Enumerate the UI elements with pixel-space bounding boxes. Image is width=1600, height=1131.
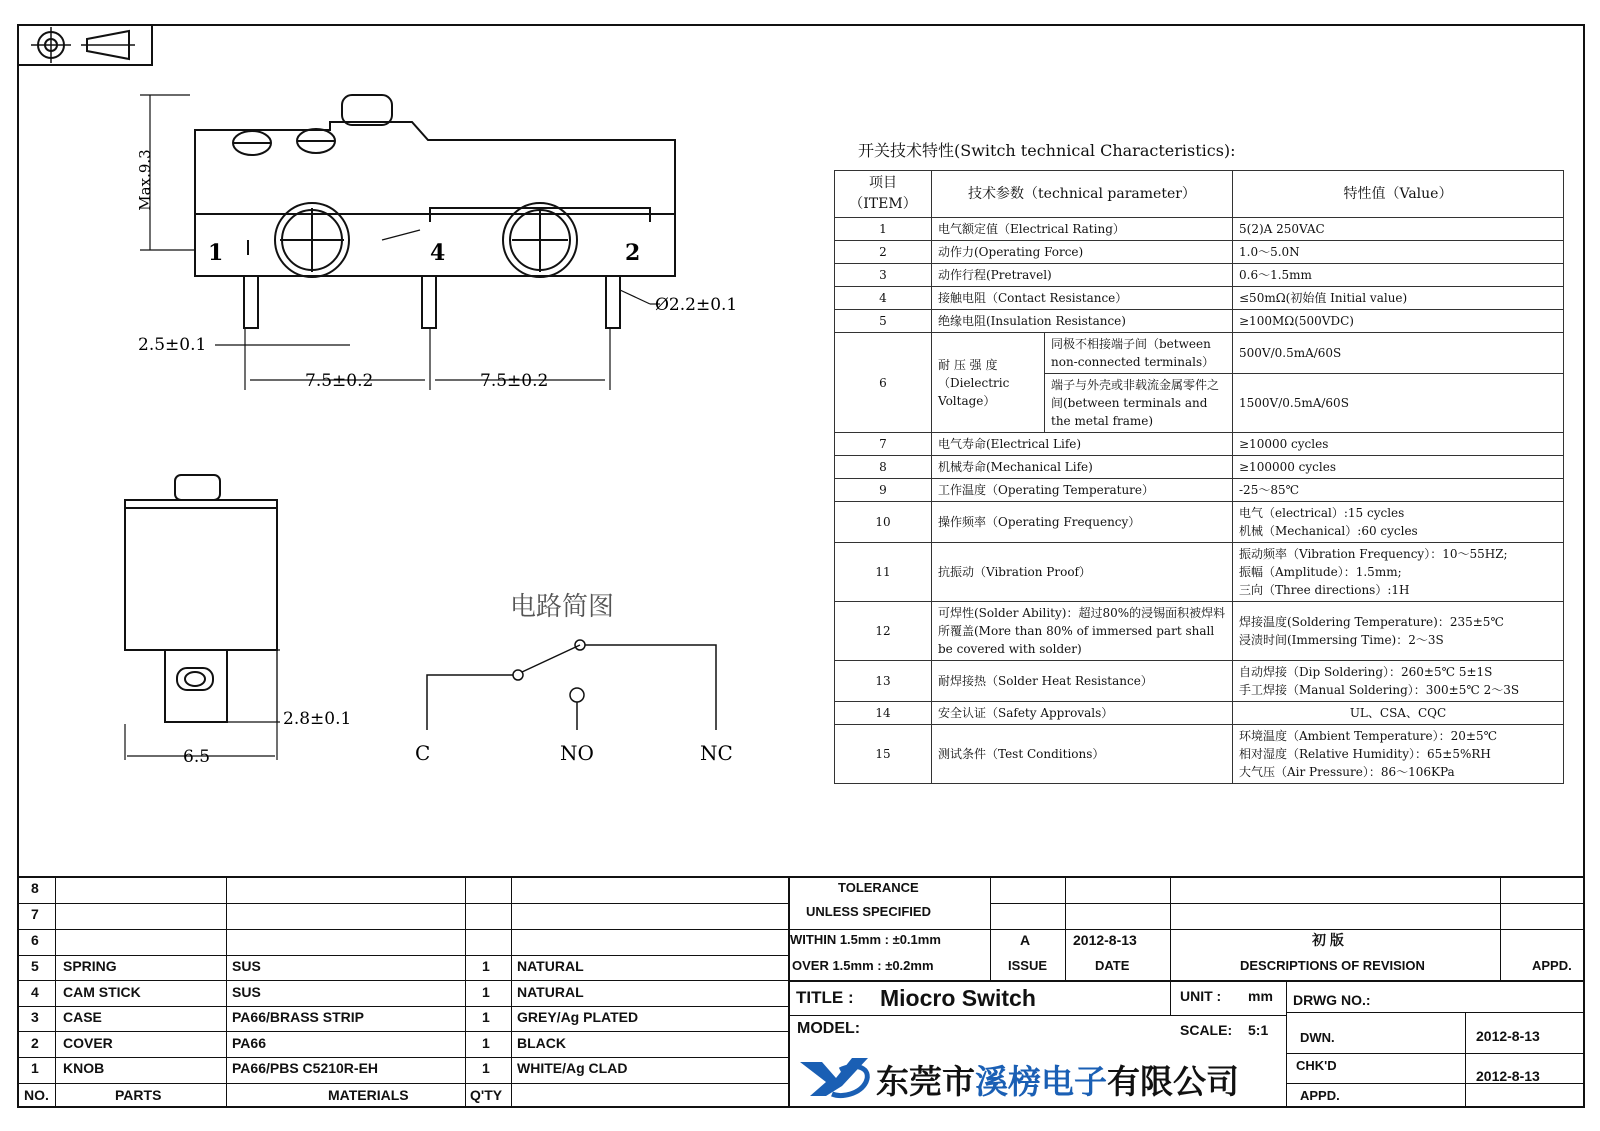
value-line: 焊接温度(Soldering Temperature)：235±5℃	[1239, 615, 1504, 629]
row-no: 1	[835, 218, 932, 241]
row-name: 抗振动（Vibration Proof）	[932, 543, 1233, 602]
table-row	[835, 456, 1564, 479]
issue-label: ISSUE	[1008, 958, 1048, 973]
projection-symbol-box	[17, 24, 153, 66]
title-label: TITLE :	[796, 988, 854, 1007]
bom-material: PA66/PBS C5210R-EH	[232, 1060, 379, 1076]
row-name: 机械寿命(Mechanical Life)	[932, 456, 1233, 479]
header-item: 项目（ITEM）	[835, 171, 932, 218]
bom-remark: GREY/Ag PLATED	[517, 1009, 639, 1025]
terminal-nc-label: NC	[700, 741, 733, 765]
row-value: 1.0～5.0N	[1233, 241, 1564, 264]
circuit-diagram	[400, 580, 740, 780]
bom-no: 3	[31, 1009, 39, 1025]
bom-remark: NATURAL	[517, 958, 584, 974]
row-value	[1233, 725, 1564, 784]
bom-no: 6	[31, 932, 39, 948]
bom-no: 1	[31, 1060, 39, 1076]
row-value	[1233, 502, 1564, 543]
row-value: ≥10000 cycles	[1233, 433, 1564, 456]
bom-material: PA66/BRASS STRIP	[232, 1009, 364, 1025]
tolerance-label: TOLERANCE	[838, 880, 919, 895]
bom-part: COVER	[63, 1035, 113, 1051]
bom-material: PA66	[232, 1035, 266, 1051]
bom-remark: NATURAL	[517, 984, 584, 1000]
bom-qty: 1	[482, 1035, 490, 1051]
spec-table	[834, 170, 1564, 784]
table-row	[835, 287, 1564, 310]
date-label: DATE	[1095, 958, 1130, 973]
company-logo-icon	[796, 1052, 874, 1102]
company-name-c: 有限公司	[1107, 1062, 1239, 1101]
bom-header-no: NO.	[24, 1087, 49, 1103]
scale-value: 5:1	[1248, 1022, 1269, 1038]
approved-label-2: APPD.	[1300, 1088, 1340, 1103]
terminal-no-label: NO	[560, 741, 594, 765]
row-name: 耐焊接热（Solder Heat Resistance）	[932, 661, 1233, 702]
value-line: 振动频率（Vibration Frequency）：10～55HZ;	[1239, 547, 1508, 561]
row-no: 4	[835, 287, 932, 310]
bom-part: CASE	[63, 1009, 102, 1025]
table-row	[835, 241, 1564, 264]
table-row	[835, 433, 1564, 456]
row-value	[1233, 661, 1564, 702]
row-value	[1233, 602, 1564, 661]
row-subname: 端子与外壳或非载流金属零件之间(between terminals and the metal frame)	[1045, 374, 1233, 433]
row-name: 测试条件（Test Conditions）	[932, 725, 1233, 784]
tolerance-within: WITHIN 1.5mm : ±0.1mm	[790, 932, 941, 947]
header-value: 特性值（Value）	[1233, 171, 1564, 218]
row-name: 安全认证（Safety Approvals）	[932, 702, 1233, 725]
row-name: 电气额定值（Electrical Rating）	[932, 218, 1233, 241]
table-row	[835, 543, 1564, 602]
bom-material: SUS	[232, 984, 261, 1000]
bom-qty: 1	[482, 984, 490, 1000]
table-row	[835, 502, 1564, 543]
issue-value: A	[1020, 932, 1031, 948]
terminal-4-label: 4	[430, 240, 446, 266]
row-name: 工作温度（Operating Temperature）	[932, 479, 1233, 502]
value-line: 自动焊接（Dip Soldering）：260±5℃ 5±1S	[1239, 665, 1493, 679]
row-name: 可焊性(Solder Ability)：超过80%的浸锡面积被焊料所覆盖(More than 80% of immersed part shall be covered with solder)	[932, 602, 1233, 661]
row-name: 绝缘电阻(Insulation Resistance)	[932, 310, 1233, 333]
header-param: 技术参数（technical parameter）	[932, 171, 1233, 218]
row-no: 7	[835, 433, 932, 456]
spec-header-row	[835, 171, 1564, 218]
drawn-date: 2012-8-13	[1476, 1028, 1540, 1044]
projection-symbol-icon	[17, 24, 153, 66]
row-value: 1500V/0.5mA/60S	[1233, 374, 1564, 433]
row-value: 5(2)A 250VAC	[1233, 218, 1564, 241]
row-name: 操作频率（Operating Frequency）	[932, 502, 1233, 543]
bom-remark: WHITE/Ag CLAD	[517, 1060, 628, 1076]
row-no: 6	[835, 333, 932, 433]
checked-date: 2012-8-13	[1476, 1068, 1540, 1084]
pin-width-dimension: 2.5±0.1	[138, 335, 207, 355]
row-name: 电气寿命(Electrical Life)	[932, 433, 1233, 456]
bom-qty: 1	[482, 958, 490, 974]
table-row	[835, 264, 1564, 287]
model-label: MODEL:	[797, 1020, 861, 1037]
row-no: 10	[835, 502, 932, 543]
approved-label: APPD.	[1532, 958, 1572, 973]
row-no: 2	[835, 241, 932, 264]
table-row	[835, 661, 1564, 702]
value-line: 浸渍时间(Immersing Time)：2～3S	[1239, 633, 1444, 647]
row-name: 动作力(Operating Force)	[932, 241, 1233, 264]
row-no: 12	[835, 602, 932, 661]
row-value: 0.6～1.5mm	[1233, 264, 1564, 287]
bom-header-qty: Q'TY	[470, 1087, 503, 1103]
terminal-1-label: 1	[208, 240, 224, 266]
row-no: 13	[835, 661, 932, 702]
bom-no: 7	[31, 906, 39, 922]
row-value: ≥100000 cycles	[1233, 456, 1564, 479]
value-line: 环境温度（Ambient Temperature）：20±5℃	[1239, 729, 1498, 743]
value-line: 相对湿度（Relative Humidity）：65±5%RH	[1239, 747, 1491, 761]
table-row	[835, 725, 1564, 784]
row-name: 动作行程(Pretravel)	[932, 264, 1233, 287]
front-view-drawing	[120, 80, 780, 420]
unit-value: mm	[1248, 988, 1273, 1004]
row-value: UL、CSA、CQC	[1233, 702, 1564, 725]
bom-qty: 1	[482, 1009, 490, 1025]
drawn-label: DWN.	[1300, 1030, 1335, 1045]
company-name-b: 溪榜电子	[975, 1062, 1107, 1101]
row-no: 5	[835, 310, 932, 333]
row-name: 接触电阻（Contact Resistance）	[932, 287, 1233, 310]
thickness-dimension: 2.8±0.1	[283, 709, 352, 729]
pitch-dimension-2: 7.5±0.2	[480, 371, 549, 391]
row-name: 耐 压 强 度（Dielectric Voltage）	[932, 333, 1045, 433]
row-value	[1233, 543, 1564, 602]
tolerance-over: OVER 1.5mm : ±0.2mm	[792, 958, 934, 973]
tolerance-unless: UNLESS SPECIFIED	[806, 904, 931, 919]
bom-no: 8	[31, 880, 39, 896]
bom-no: 4	[31, 984, 39, 1000]
bom-header-part: PARTS	[115, 1087, 162, 1103]
drawing-number-label: DRWG NO.:	[1293, 992, 1371, 1008]
date-value: 2012-8-13	[1073, 932, 1137, 948]
bom-no: 2	[31, 1035, 39, 1051]
row-no: 15	[835, 725, 932, 784]
side-view-drawing	[115, 470, 385, 790]
bom-material: SUS	[232, 958, 261, 974]
row-no: 8	[835, 456, 932, 479]
hole-diameter-dimension: Ø2.2±0.1	[655, 295, 738, 315]
table-row	[835, 218, 1564, 241]
value-line: 机械（Mechanical）:60 cycles	[1239, 524, 1418, 538]
value-line: 电气（electrical）:15 cycles	[1239, 506, 1405, 520]
table-row	[835, 702, 1564, 725]
row-no: 11	[835, 543, 932, 602]
table-row	[835, 333, 1564, 374]
revision-desc-label: DESCRIPTIONS OF REVISION	[1240, 958, 1425, 973]
drawing-title: Miocro Switch	[880, 985, 1036, 1011]
bom-part: KNOB	[63, 1060, 105, 1076]
bom-header-material: MATERIALS	[328, 1087, 409, 1103]
bom-part: SPRING	[63, 958, 117, 974]
company-name-a: 东莞市	[876, 1062, 975, 1101]
scale-label: SCALE:	[1180, 1022, 1233, 1038]
terminal-2-label: 2	[625, 240, 641, 266]
table-row	[835, 310, 1564, 333]
row-subname: 同极不相接端子间（between non-connected terminals）	[1045, 333, 1233, 374]
pitch-dimension-1: 7.5±0.2	[305, 371, 374, 391]
bom-no: 5	[31, 958, 39, 974]
row-value: -25～85℃	[1233, 479, 1564, 502]
row-value: ≥100MΩ(500VDC)	[1233, 310, 1564, 333]
row-value: 500V/0.5mA/60S	[1233, 333, 1564, 374]
spec-table-title: 开关技术特性(Switch technical Characteristics):	[858, 141, 1236, 160]
row-no: 14	[835, 702, 932, 725]
company-name	[876, 1056, 1239, 1103]
terminal-c-label: C	[415, 741, 431, 765]
row-no: 9	[835, 479, 932, 502]
unit-label: UNIT :	[1180, 988, 1222, 1004]
row-value: ≤50mΩ(初始值 Initial value)	[1233, 287, 1564, 310]
bom-qty: 1	[482, 1060, 490, 1076]
table-row	[835, 479, 1564, 502]
value-line: 手工焊接（Manual Soldering）：300±5℃ 2～3S	[1239, 683, 1520, 697]
bom-part: CAM STICK	[63, 984, 141, 1000]
height-dimension: Max.9.3	[136, 149, 154, 211]
value-line: 大气压（Air Pressure）：86～106KPa	[1239, 765, 1455, 779]
value-line: 振幅（Amplitude）：1.5mm;	[1239, 565, 1402, 579]
circuit-title: 电路简图	[510, 592, 615, 622]
checked-label: CHK'D	[1296, 1058, 1337, 1073]
table-row	[835, 602, 1564, 661]
revision-desc-value: 初 版	[1312, 932, 1344, 948]
value-line: 三向（Three directions）:1H	[1239, 583, 1410, 597]
bom-remark: BLACK	[517, 1035, 566, 1051]
row-no: 3	[835, 264, 932, 287]
width-dimension: 6.5	[183, 747, 211, 767]
